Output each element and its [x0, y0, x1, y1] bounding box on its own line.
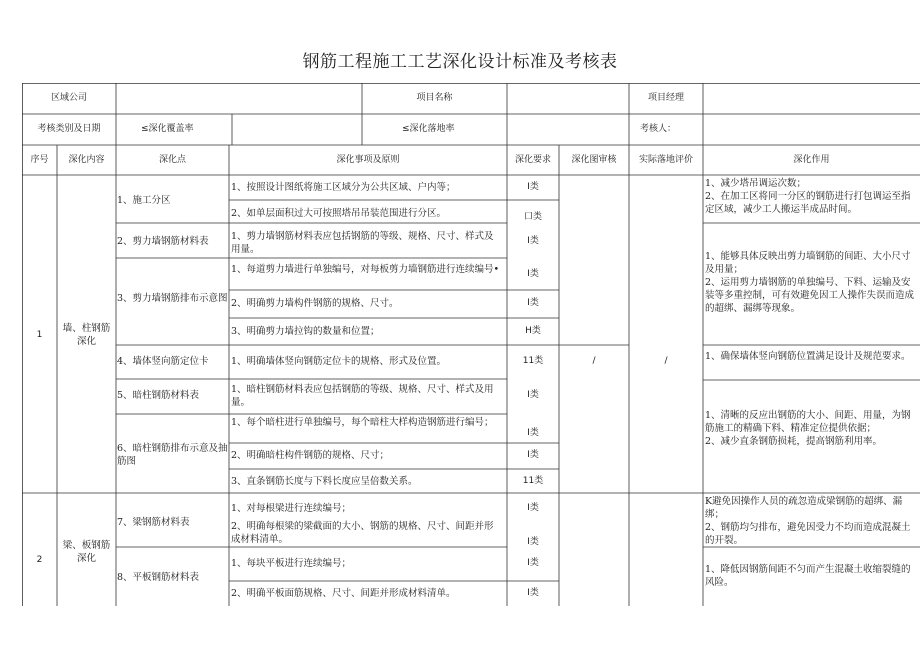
project-manager-label: 项目经理: [647, 93, 684, 103]
item-8b: 2、明确平板面筋规格、尺寸、间距并形成材料清单。: [231, 588, 456, 599]
req-5: I类: [527, 390, 539, 400]
header-seq: 序号: [30, 155, 49, 165]
assessment-table: [22, 83, 920, 606]
item-3b: 2、明确剪力墙构件钢筋的规格、尺寸。: [231, 298, 399, 309]
req-1a: I类: [527, 182, 539, 192]
effect-2: 1、能够具体反映出剪力墙钢筋的间距、大小尺寸及用量； 2、运用剪力墙钢筋的单独编号、下料、运输及安装等多重控制，可有效避免因工人操作失误而造成的超绑、漏绑等现象。: [705, 251, 915, 314]
item-3a: 1、每道剪力墙进行单独编号，对每板剪力墙钢筋进行连续编号•: [231, 264, 500, 275]
item-6a: 1、每个暗柱进行单独编号，每个暗柱大样构造钢筋进行编号；: [231, 417, 494, 428]
assessment-type-date-label: 考核类别及日期: [37, 124, 101, 134]
header-evaluation: 实际落地评价: [638, 155, 693, 165]
req-2: I类: [527, 236, 539, 246]
header-content: 深化内容: [68, 155, 105, 165]
req-6b: I类: [527, 450, 539, 460]
req-7a: I类: [527, 503, 539, 513]
item-5: 1、暗柱钢筋材料表应包括钢筋的等级、规格、尺寸、样式及用量。: [231, 384, 494, 408]
section-1-seq: 1: [36, 330, 43, 340]
header-items: 深化事项及原则: [336, 155, 400, 165]
assessor-label: 考核人：: [640, 124, 677, 134]
point-1: 1、施工分区: [117, 195, 171, 206]
item-4: 1、明确墙体竖向钢筋定位卡的规格、形式及位置。: [231, 356, 447, 367]
point-7: 7、梁钢筋材料表: [117, 517, 190, 528]
effect-1: 1、减少塔吊调运次数； 2、在加工区将同一分区的钢筋进行打包调运至指定区域，减少工人搬运半成品时间。: [705, 178, 911, 215]
point-8: 8、平板钢筋材料表: [117, 572, 200, 583]
section-1-content: 墙、柱钢筋深化: [62, 323, 111, 347]
document-title: 钢筋工程施工工艺深化设计标准及考核表: [302, 52, 618, 72]
project-name-label: 项目名称: [416, 93, 453, 103]
header-review: 深化图审核: [571, 155, 617, 165]
effect-7: K避免因操作人员的疏忽造成梁钢筋的超绑、漏绑； 2、钢筋均匀排布，避免因受力不均而造成混凝土的开裂。: [705, 496, 911, 546]
req-3c: H类: [525, 326, 541, 336]
item-7a: 1、对每根梁进行连续编号；: [231, 503, 352, 514]
req-3a: I类: [527, 269, 539, 279]
req-8a: I类: [527, 558, 539, 568]
item-3c: 3、明确剪力墙拉钩的数量和位置；: [231, 326, 380, 337]
point-6: 6、暗柱钢筋排布示意及抽筋图: [117, 443, 228, 467]
review-mark-4: /: [592, 356, 596, 366]
point-3: 3、剪力墙钢筋排布示意图: [117, 293, 228, 304]
effect-8: 1、降低因钢筋间距不匀而产生混凝土收缩裂缝的风险。: [705, 564, 911, 588]
req-7b: I类: [527, 537, 539, 547]
item-6b: 2、明确暗柱构件钢筋的规格、尺寸；: [231, 450, 390, 461]
item-6c: 3、直条钢筋长度与下料长度应呈倍数关系。: [231, 476, 418, 487]
point-5: 5、暗柱钢筋材料表: [117, 390, 200, 401]
req-6c: 11类: [522, 476, 544, 486]
item-1a: 1、按照设计图纸将施工区域分为公共区域、户内等；: [231, 182, 456, 193]
header-requirement: 深化要求: [514, 155, 551, 165]
effect-4: 1、确保墙体竖向钢筋位置满足设计及规范要求。: [705, 351, 911, 362]
section-2-seq: 2: [36, 555, 43, 565]
item-2: 1、剪力墙钢筋材料表应包括钢筋的等级、规格、尺寸、样式及用量。: [231, 231, 494, 255]
evaluation-mark-4: /: [664, 356, 668, 366]
header-point: 深化点: [158, 155, 186, 165]
point-2: 2、剪力墙钢筋材料表: [117, 236, 209, 247]
req-6a: I类: [527, 428, 539, 438]
point-4: 4、墙体竖向筋定位卡: [117, 356, 209, 367]
region-company-label: 区域公司: [50, 93, 87, 103]
header-effect: 深化作用: [793, 155, 830, 165]
req-8b: I类: [527, 588, 539, 598]
section-2-content: 梁、板钢筋深化: [62, 540, 111, 564]
coverage-rate-label: ≤深化覆盖率: [141, 124, 194, 134]
item-8a: 1、每块平板进行连续编号；: [231, 558, 352, 569]
item-7b: 2、明确每根梁的梁截面的大小、钢筋的规格、尺寸、间距并形成材料清单。: [231, 521, 494, 545]
req-1b: 口类: [523, 212, 542, 222]
req-3b: I类: [527, 298, 539, 308]
req-4: 11类: [522, 356, 544, 366]
effect-5: 1、清晰的反应出钢筋的大小、间距、用量，为钢筋施工的精确下料、精准定位提供依据； 2、减少直条钢筋损耗，提高钢筋利用率。: [705, 410, 911, 447]
landing-rate-label: ≤深化落地率: [402, 124, 455, 134]
item-1b: 2、如单层面积过大可按照塔吊吊装范围进行分区。: [231, 208, 447, 219]
